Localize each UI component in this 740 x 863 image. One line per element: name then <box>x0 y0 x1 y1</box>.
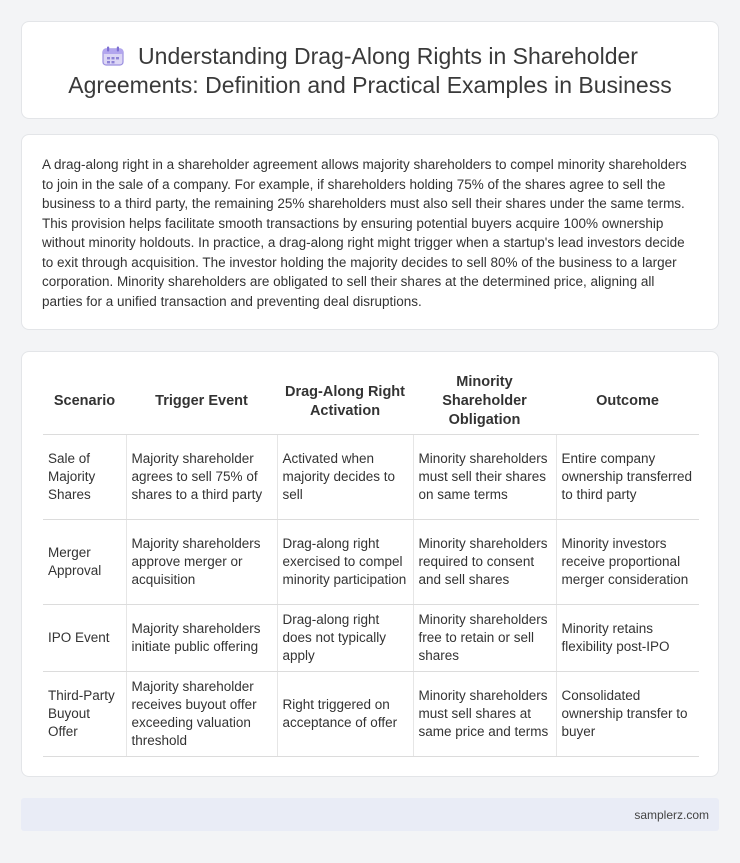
cell-activation: Activated when majority decides to sell <box>277 434 413 519</box>
footer-site[interactable]: samplerz.com <box>634 808 709 822</box>
cell-trigger-event: Majority shareholder receives buyout offer exceeding valuation threshold <box>126 671 277 756</box>
cell-scenario: Third-Party Buyout Offer <box>43 671 126 756</box>
cell-obligation: Minority shareholders required to consent and sell shares <box>413 519 556 604</box>
header-activation: Drag-Along Right Activation <box>277 370 413 434</box>
cell-outcome: Minority investors receive proportional merger consideration <box>556 519 699 604</box>
cell-outcome: Minority retains flexibility post-IPO <box>556 604 699 671</box>
calendar-icon <box>102 46 124 66</box>
page-title <box>52 42 688 100</box>
cell-outcome: Entire company ownership transferred to third party <box>556 434 699 519</box>
cell-obligation: Minority shareholders must sell their shares on same terms <box>413 434 556 519</box>
cell-scenario: Sale of Majority Shares <box>43 434 126 519</box>
table-row <box>43 519 699 604</box>
table-row <box>43 671 699 756</box>
footer <box>21 798 719 831</box>
cell-scenario: Merger Approval <box>43 519 126 604</box>
intro-card <box>21 134 719 330</box>
cell-scenario: IPO Event <box>43 604 126 671</box>
cell-outcome: Consolidated ownership transfer to buyer <box>556 671 699 756</box>
cell-obligation: Minority shareholders free to retain or sell shares <box>413 604 556 671</box>
drag-along-table <box>43 370 699 757</box>
cell-obligation: Minority shareholders must sell shares at same price and terms <box>413 671 556 756</box>
intro-paragraph: A drag-along right in a shareholder agreement allows majority shareholders to compel minority shareholders to join in the sale of a company. For example, if shareholders holding 75% of the shares agree to sell the business to a third party, the remaining 25% shareholders must also sell their shares under the same terms. This provision helps facilitate smooth transactions by ensuring potential buyers acquire 100% ownership without minority holdouts. In practice, a drag-along right might trigger when a startup's lead investors decide to exit through acquisition. The investor holding the majority decides to sell 80% of the business to a larger corporation. Minority shareholders are obligated to sell their shares at the determined price, aligning all parties for a unified transaction and preventing deal disruptions. <box>42 157 687 309</box>
table-row <box>43 604 699 671</box>
cell-activation: Right triggered on acceptance of offer <box>277 671 413 756</box>
cell-trigger-event: Majority shareholder agrees to sell 75% of shares to a third party <box>126 434 277 519</box>
table-row <box>43 434 699 519</box>
cell-trigger-event: Majority shareholders initiate public offering <box>126 604 277 671</box>
header-outcome: Outcome <box>556 370 699 434</box>
header-obligation: Minority Shareholder Obligation <box>413 370 556 434</box>
table-header-row <box>43 370 699 434</box>
page-title-text: Understanding Drag-Along Rights in Shareholder Agreements: Definition and Practical Examples in Business <box>68 43 672 98</box>
cell-trigger-event: Majority shareholders approve merger or acquisition <box>126 519 277 604</box>
title-card <box>21 21 719 119</box>
cell-activation: Drag-along right does not typically apply <box>277 604 413 671</box>
cell-activation: Drag-along right exercised to compel minority participation <box>277 519 413 604</box>
header-trigger-event: Trigger Event <box>126 370 277 434</box>
header-scenario: Scenario <box>43 370 126 434</box>
table-card <box>21 351 719 777</box>
